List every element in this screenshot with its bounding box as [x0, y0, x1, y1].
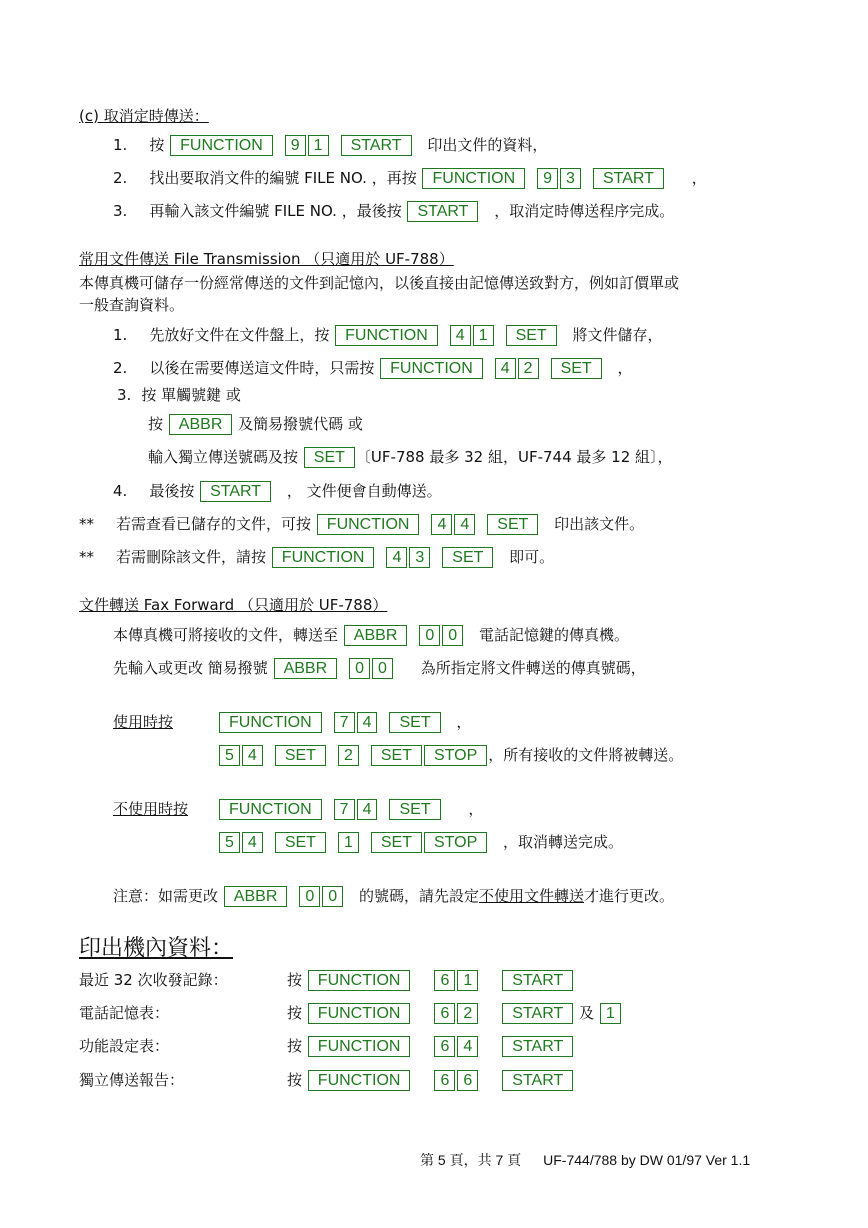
step-text: ， — [617, 359, 633, 377]
document-info: UF-744/788 by DW 01/97 Ver 1.1 — [543, 1152, 751, 1168]
cancel-step-3 — [113, 200, 674, 222]
common-note-1 — [79, 513, 644, 535]
digit-key: 7 — [334, 799, 355, 820]
common-intro-line-2: 一般查詢資料。 — [79, 296, 185, 314]
function-key: FUNCTION — [308, 1036, 411, 1057]
digit-key: 0 — [442, 625, 463, 646]
note-text: 若需查看已儲存的文件，可按 — [116, 515, 312, 533]
step-text: 找出要取消文件的編號 FILE NO. ，再按 — [149, 169, 417, 187]
set-key: SET — [304, 447, 355, 468]
page-footer — [420, 1149, 750, 1171]
digit-key: 6 — [434, 1036, 455, 1057]
function-key: FUNCTION — [219, 712, 322, 733]
digit-key: 4 — [242, 745, 263, 766]
forward-text: ，所有接收的文件將被轉送。 — [488, 746, 684, 764]
abbr-key: ABBR — [169, 414, 233, 435]
print-row — [79, 1069, 574, 1091]
step-text: 按 — [149, 136, 165, 154]
start-key: START — [502, 1003, 573, 1024]
digit-key: 3 — [409, 547, 430, 568]
digit-key: 4 — [242, 832, 263, 853]
forward-nouse-line-2 — [218, 831, 623, 853]
common-step-1 — [113, 324, 663, 346]
press-text: 按 — [287, 1037, 303, 1055]
forward-text: ， — [468, 800, 484, 818]
step-text: ， 文件便會自動傳送。 — [286, 482, 442, 500]
digit-key: 4 — [457, 1036, 478, 1057]
press-text: 按 — [287, 1071, 303, 1089]
common-step-3-b — [148, 413, 363, 435]
step-text: ，取消定時傳送程序完成。 — [494, 202, 675, 220]
digit-key: 0 — [349, 658, 370, 679]
cancel-step-1 — [113, 134, 547, 156]
set-key: SET — [551, 358, 602, 379]
stop-key: STOP — [424, 745, 487, 766]
digit-key: 1 — [308, 135, 329, 156]
digit-key: 5 — [219, 745, 240, 766]
digit-key: 0 — [419, 625, 440, 646]
section-heading-forward: 文件轉送 Fax Forward （只適用於 UF-788） — [79, 596, 388, 614]
forward-text: 先輸入或更改 簡易撥號 — [113, 659, 268, 677]
step-text: 〔UF-788 最多 32 組，UF-744 最多 12 組〕， — [355, 448, 673, 466]
forward-text: ， — [456, 713, 472, 731]
step-text: 最後按 — [149, 482, 195, 500]
cancel-step-2 — [113, 167, 707, 189]
digit-key: 0 — [299, 886, 320, 907]
function-key: FUNCTION — [308, 1070, 411, 1091]
set-key: SET — [442, 547, 493, 568]
common-intro-line-1: 本傳真機可儲存一份經常傳送的文件到記憶內，以後直接由記憶傳送致對方，例如訂價單或 — [79, 274, 680, 292]
abbr-key: ABBR — [344, 625, 408, 646]
function-key: FUNCTION — [308, 1003, 411, 1024]
digit-key: 4 — [357, 712, 378, 733]
common-step-3-c — [148, 446, 673, 468]
digit-key: 5 — [219, 832, 240, 853]
step-text: 將文件儲存， — [572, 326, 663, 344]
function-key: FUNCTION — [335, 325, 438, 346]
step-text: 輸入獨立傳送號碼及按 — [148, 448, 299, 466]
forward-nouse-label: 不使用時按 — [113, 800, 189, 818]
forward-use-line-1 — [218, 711, 471, 733]
print-row — [79, 1002, 622, 1024]
digit-key: 3 — [560, 168, 581, 189]
set-key: SET — [371, 832, 422, 853]
note-mark: ** — [79, 548, 94, 566]
stop-key: STOP — [424, 832, 487, 853]
forward-line-2 — [113, 657, 646, 679]
digit-key: 6 — [434, 1070, 455, 1091]
digit-key: 6 — [434, 970, 455, 991]
print-row — [79, 1035, 574, 1057]
note-text: 注意：如需更改 — [113, 887, 219, 905]
start-key: START — [200, 481, 271, 502]
digit-key: 4 — [454, 514, 475, 535]
note-text: 即可。 — [509, 548, 555, 566]
section-heading-print: 印出機內資料： — [79, 936, 234, 961]
step-text: 以後在需要傳送這文件時，只需按 — [149, 359, 375, 377]
note-text: 的號碼，請先設定 — [358, 887, 479, 905]
set-key: SET — [389, 799, 440, 820]
step-number: 1. — [113, 136, 128, 154]
print-row — [79, 969, 574, 991]
digit-key: 4 — [357, 799, 378, 820]
note-text: 印出該文件。 — [554, 515, 645, 533]
start-key: START — [502, 1036, 573, 1057]
digit-key: 4 — [431, 514, 452, 535]
forward-text: 電話記憶鍵的傳真機。 — [478, 626, 629, 644]
section-heading-cancel: (c) 取消定時傳送： — [79, 107, 209, 125]
digit-key: 7 — [334, 712, 355, 733]
function-key: FUNCTION — [380, 358, 483, 379]
start-key: START — [593, 168, 664, 189]
digit-key: 9 — [537, 168, 558, 189]
note-text: 若需刪除該文件，請按 — [116, 548, 267, 566]
function-key: FUNCTION — [422, 168, 525, 189]
set-key: SET — [275, 832, 326, 853]
common-step-3-a — [117, 384, 241, 406]
step-number: 2. — [113, 359, 128, 377]
digit-key: 2 — [457, 1003, 478, 1024]
set-key: SET — [371, 745, 422, 766]
forward-line-1 — [113, 624, 629, 646]
step-number: 2. — [113, 169, 128, 187]
step-text: 再輸入該文件編號 FILE NO. ，最後按 — [149, 202, 402, 220]
forward-nouse-line-1 — [218, 798, 483, 820]
step-number: 3. — [113, 202, 128, 220]
note-emphasis: 不使用文件轉送 — [478, 887, 584, 905]
step-number: 1. — [113, 326, 128, 344]
start-key: START — [502, 1070, 573, 1091]
step-text: 印出文件的資料， — [427, 136, 548, 154]
start-key: START — [341, 135, 412, 156]
step-number: 3. — [117, 386, 132, 404]
digit-key: 1 — [600, 1003, 621, 1024]
digit-key: 0 — [372, 658, 393, 679]
digit-key: 6 — [457, 1070, 478, 1091]
function-key: FUNCTION — [272, 547, 375, 568]
digit-key: 6 — [434, 1003, 455, 1024]
set-key: SET — [506, 325, 557, 346]
step-text: 及簡易撥號代碼 或 — [238, 415, 363, 433]
step-text: 按 — [148, 415, 164, 433]
forward-text: ，取消轉送完成。 — [503, 833, 624, 851]
section-heading-common: 常用文件傳送 File Transmission （只適用於 UF-788） — [79, 250, 454, 268]
note-text: 才進行更改。 — [584, 887, 675, 905]
press-text: 按 — [287, 971, 303, 989]
digit-key: 4 — [495, 358, 516, 379]
press-text: 按 — [287, 1004, 303, 1022]
start-key: START — [502, 970, 573, 991]
function-key: FUNCTION — [308, 970, 411, 991]
common-note-2 — [79, 546, 554, 568]
print-row-label: 最近 32 次收發記錄： — [79, 971, 228, 989]
print-row-label: 獨立傳送報告： — [79, 1071, 185, 1089]
digit-key: 1 — [338, 832, 359, 853]
digit-key: 4 — [450, 325, 471, 346]
digit-key: 0 — [322, 886, 343, 907]
digit-key: 2 — [518, 358, 539, 379]
step-text: 先放好文件在文件盤上，按 — [149, 326, 330, 344]
start-key: START — [407, 201, 478, 222]
set-key: SET — [487, 514, 538, 535]
print-row-label: 電話記憶表： — [79, 1004, 170, 1022]
abbr-key: ABBR — [274, 658, 338, 679]
abbr-key: ABBR — [224, 886, 288, 907]
function-key: FUNCTION — [219, 799, 322, 820]
note-mark: ** — [79, 515, 94, 533]
print-row-label: 功能設定表： — [79, 1037, 170, 1055]
set-key: SET — [389, 712, 440, 733]
forward-note — [113, 885, 674, 907]
common-step-2 — [113, 357, 633, 379]
extra-text: 及 — [579, 1004, 595, 1022]
digit-key: 2 — [338, 745, 359, 766]
digit-key: 1 — [473, 325, 494, 346]
page-number: 第 5 頁，共 7 頁 — [420, 1152, 522, 1168]
function-key: FUNCTION — [170, 135, 273, 156]
step-text: 按 單觸號鍵 或 — [141, 386, 241, 404]
function-key: FUNCTION — [317, 514, 420, 535]
common-step-4 — [113, 480, 442, 502]
digit-key: 9 — [285, 135, 306, 156]
step-text: ， — [691, 169, 707, 187]
digit-key: 1 — [457, 970, 478, 991]
step-number: 4. — [113, 482, 128, 500]
forward-use-label: 使用時按 — [113, 713, 174, 731]
forward-text: 為所指定將文件轉送的傳真號碼， — [420, 659, 646, 677]
set-key: SET — [275, 745, 326, 766]
digit-key: 4 — [386, 547, 407, 568]
forward-text: 本傳真機可將接收的文件，轉送至 — [113, 626, 339, 644]
forward-use-line-2 — [218, 744, 683, 766]
